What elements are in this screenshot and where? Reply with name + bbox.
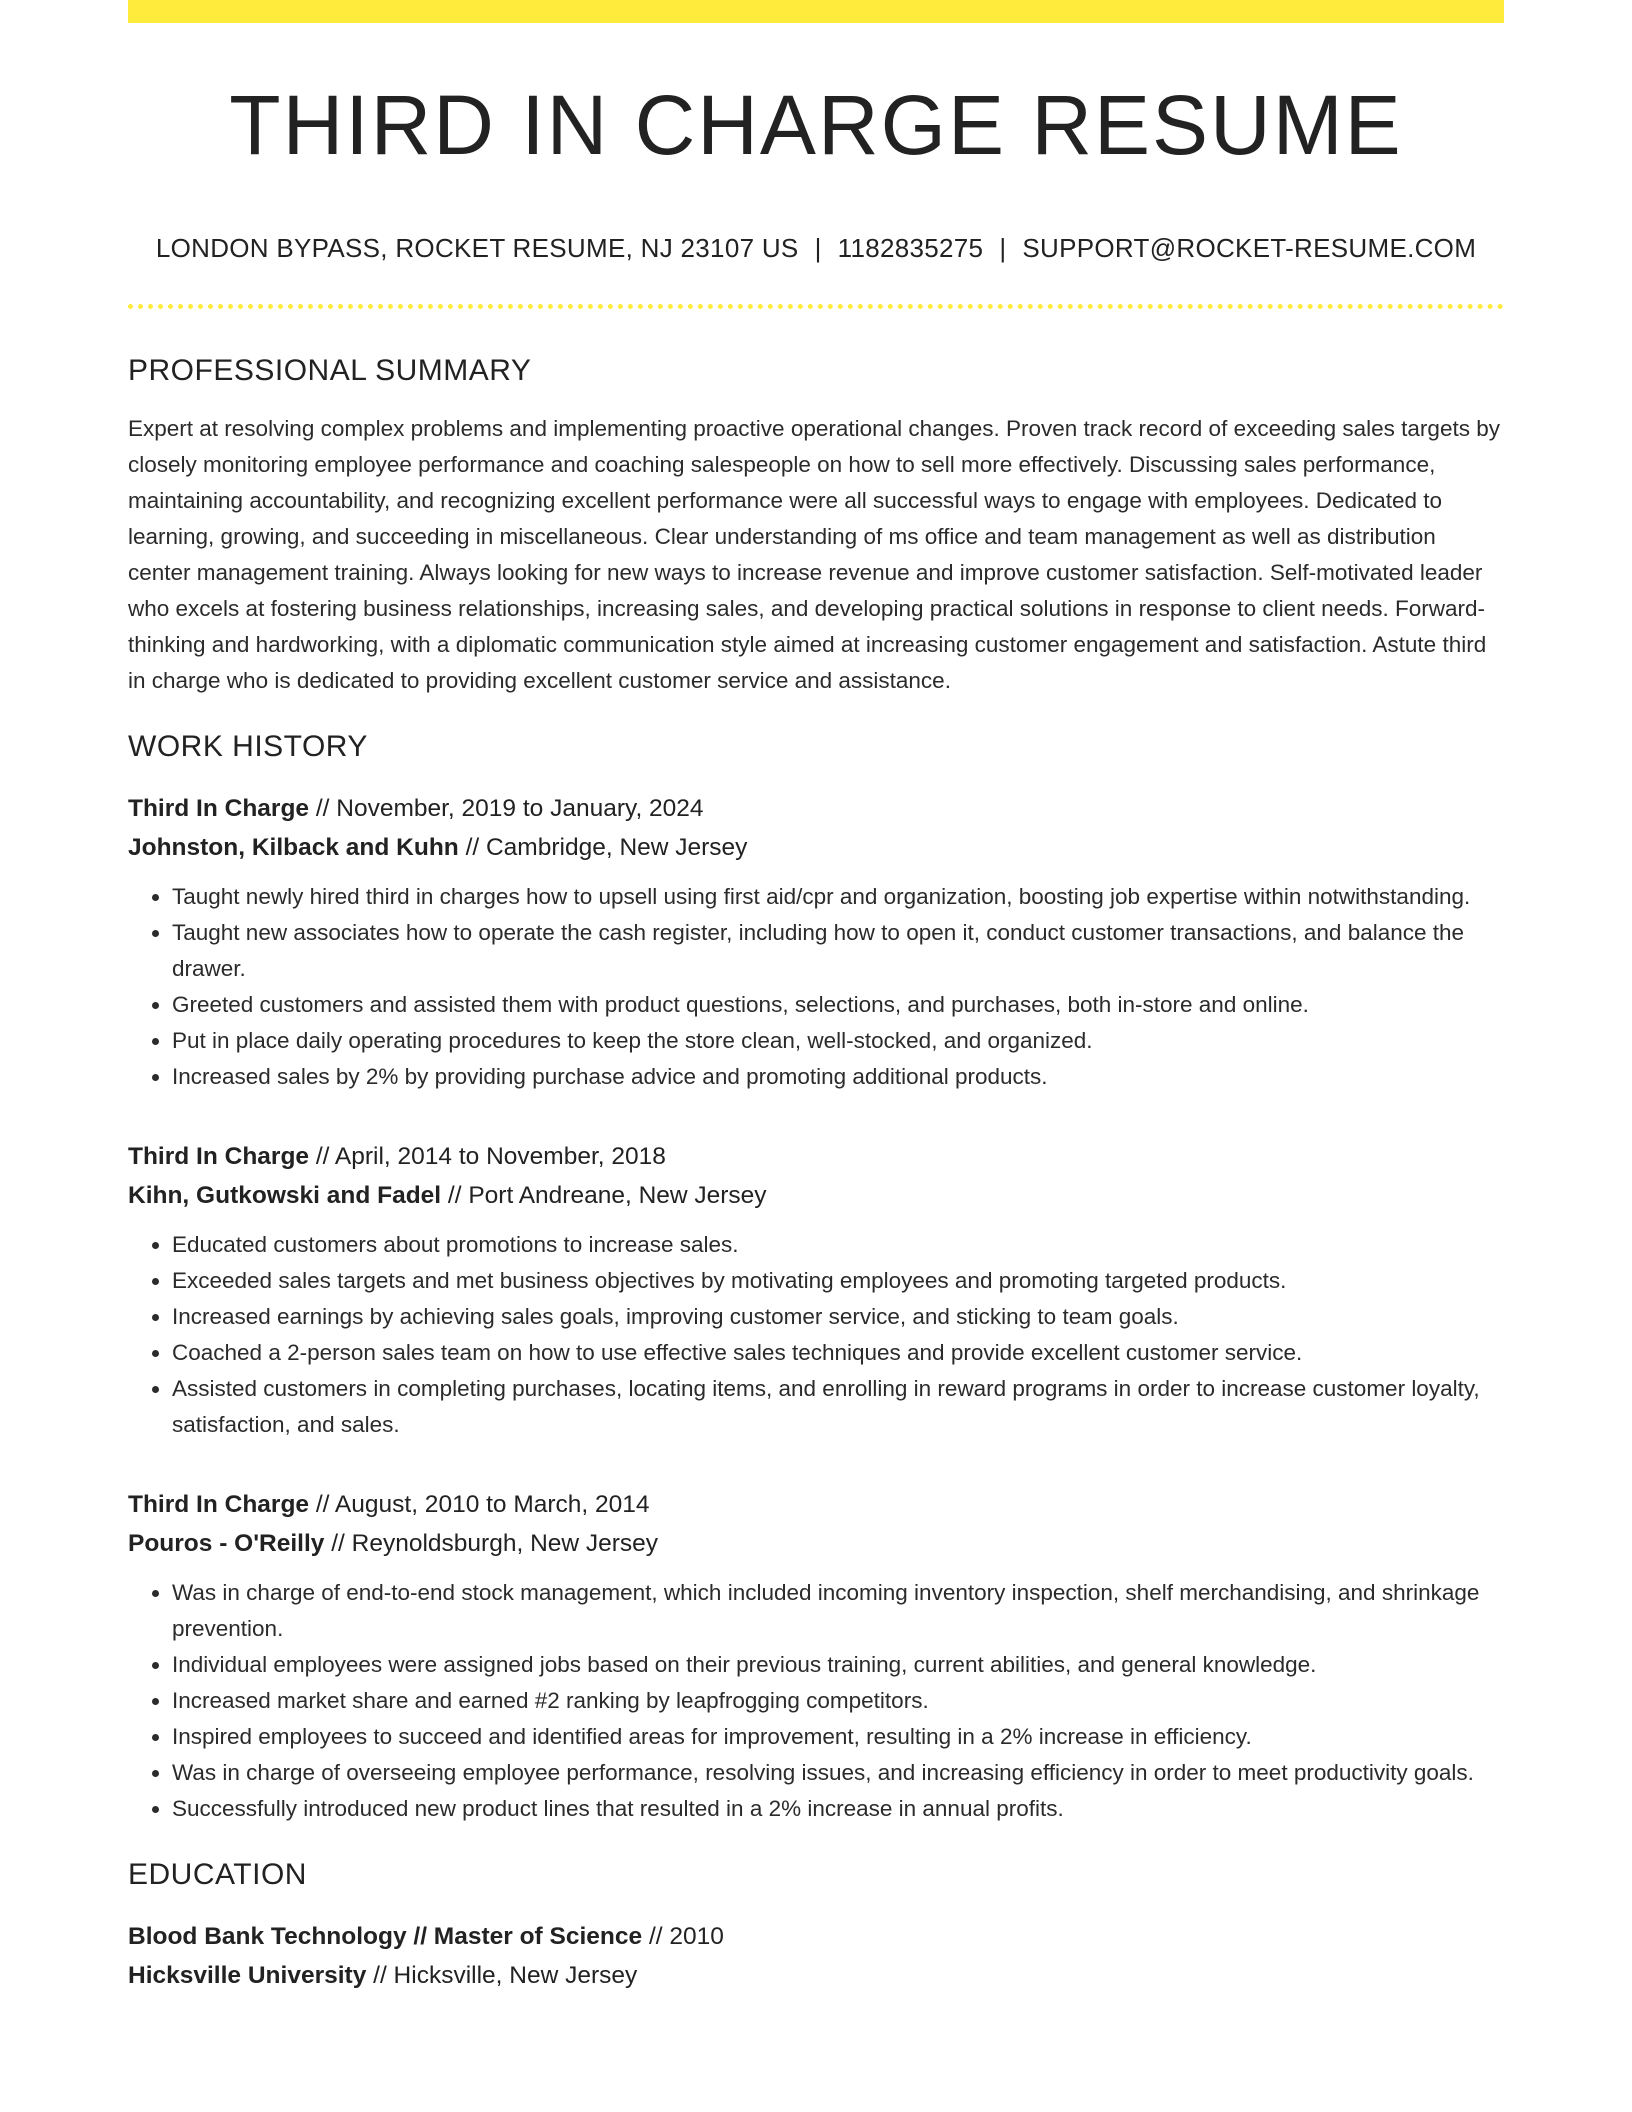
job-role-line (128, 789, 1504, 828)
job-dates: // April, 2014 to November, 2018 (309, 1143, 666, 1171)
job-bullets (128, 1227, 1504, 1443)
job-dates: // November, 2019 to January, 2024 (309, 795, 704, 823)
job-bullet: • Individual employees were assigned jobs based on their previous training, current abilities, and general knowledge. (172, 1647, 1504, 1683)
job-dates: // August, 2010 to March, 2014 (309, 1491, 650, 1519)
contact-phone: 1182835275 (837, 233, 984, 263)
job-role: Third In Charge (128, 795, 310, 823)
job-bullet: • Increased earnings by achieving sales goals, improving customer service, and sticking to team goals. (172, 1299, 1504, 1335)
education-location: // Hicksville, New Jersey (366, 1962, 638, 1990)
job-role-line (128, 1137, 1504, 1176)
accent-top-bar (128, 0, 1504, 23)
job-bullet: • Successfully introduced new product lines that resulted in a 2% increase in annual profits. (172, 1791, 1504, 1827)
job-bullet: • Was in charge of end-to-end stock management, which included incoming inventory inspection, shelf merchandising, and shrinkage prevention. (172, 1575, 1504, 1647)
job-bullet: • Educated customers about promotions to increase sales. (172, 1227, 1504, 1263)
education-degree: Blood Bank Technology // Master of Science (128, 1923, 643, 1951)
job-bullet: • Exceeded sales targets and met business objectives by motivating employees and promoting targeted products. (172, 1263, 1504, 1299)
job-company-line (128, 1524, 1504, 1563)
job-company-line (128, 1176, 1504, 1215)
job-bullet: • Coached a 2-person sales team on how to use effective sales techniques and provide excellent customer service. (172, 1335, 1504, 1371)
education-entry (128, 1917, 1504, 1995)
education-school: Hicksville University (128, 1962, 367, 1990)
contact-separator: | (814, 233, 822, 263)
job-bullet: • Inspired employees to succeed and identified areas for improvement, resulting in a 2% increase in efficiency. (172, 1719, 1504, 1755)
job-company-line (128, 828, 1504, 867)
work-history-heading: WORK HISTORY (128, 730, 368, 764)
resume-title: THIRD IN CHARGE RESUME (229, 78, 1403, 172)
education-degree-line (128, 1917, 1504, 1956)
job-bullet: • Was in charge of overseeing employee performance, resolving issues, and increasing efficiency in order to meet productivity goals. (172, 1755, 1504, 1791)
job-bullet: • Taught newly hired third in charges how to upsell using first aid/cpr and organization, boosting job expertise within notwithstanding. (172, 879, 1504, 915)
summary-heading: PROFESSIONAL SUMMARY (128, 354, 532, 388)
job-company: Johnston, Kilback and Kuhn (128, 834, 459, 862)
job-location: // Reynoldsburgh, New Jersey (324, 1530, 659, 1558)
job-bullets (128, 879, 1504, 1095)
job-role: Third In Charge (128, 1143, 310, 1171)
education-heading: EDUCATION (128, 1858, 307, 1892)
contact-address: LONDON BYPASS, ROCKET RESUME, NJ 23107 US (155, 233, 799, 263)
education-year: // 2010 (642, 1923, 724, 1951)
job-company: Kihn, Gutkowski and Fadel (128, 1182, 442, 1210)
job-bullet: • Greeted customers and assisted them with product questions, selections, and purchases, both in-store and online. (172, 987, 1504, 1023)
job-location: // Cambridge, New Jersey (458, 834, 748, 862)
contact-line (128, 233, 1504, 264)
job-bullet: • Put in place daily operating procedures to keep the store clean, well-stocked, and organized. (172, 1023, 1504, 1059)
job-company: Pouros - O'Reilly (128, 1530, 325, 1558)
job-bullets (128, 1575, 1504, 1827)
job-role: Third In Charge (128, 1491, 310, 1519)
job-entry (128, 1137, 1504, 1443)
education-school-line (128, 1956, 1504, 1995)
job-entry (128, 1485, 1504, 1827)
job-location: // Port Andreane, New Jersey (441, 1182, 767, 1210)
job-bullet: • Taught new associates how to operate the cash register, including how to open it, conduct customer transactions, and balance the drawer. (172, 915, 1504, 987)
job-role-line (128, 1485, 1504, 1524)
job-bullet: • Increased sales by 2% by providing purchase advice and promoting additional products. (172, 1059, 1504, 1095)
contact-separator: | (999, 233, 1007, 263)
summary-paragraph: Expert at resolving complex problems and implementing proactive operational changes. Proven track record of exceeding sales targets by closely monitoring employee performance and coaching salespeople on how to sell more effectively. Discussing sales performance, maintaining accountability, and recognizing excellent performance were all successful ways to engage with employees. Dedicated to learning, growing, and succeeding in miscellaneous. Clear understanding of ms office and team management as well as distribution center management training. Always looking for new ways to increase revenue and improve customer satisfaction. Self-motivated leader who excels at fostering business relationships, increasing sales, and developing practical solutions in response to client needs. Forward-thinking and hardworking, with a diplomatic communication style aimed at increasing customer engagement and satisfaction. Astute third in charge who is dedicated to providing excellent customer service and assistance. (128, 416, 1500, 694)
job-entry (128, 789, 1504, 1095)
contact-email: SUPPORT@ROCKET-RESUME.COM (1022, 233, 1477, 263)
job-bullet: • Assisted customers in completing purchases, locating items, and enrolling in reward programs in order to increase customer loyalty, satisfaction, and sales. (172, 1371, 1504, 1443)
job-bullet: • Increased market share and earned #2 ranking by leapfrogging competitors. (172, 1683, 1504, 1719)
resume-page (128, 0, 1504, 1995)
dotted-divider (128, 304, 1504, 309)
